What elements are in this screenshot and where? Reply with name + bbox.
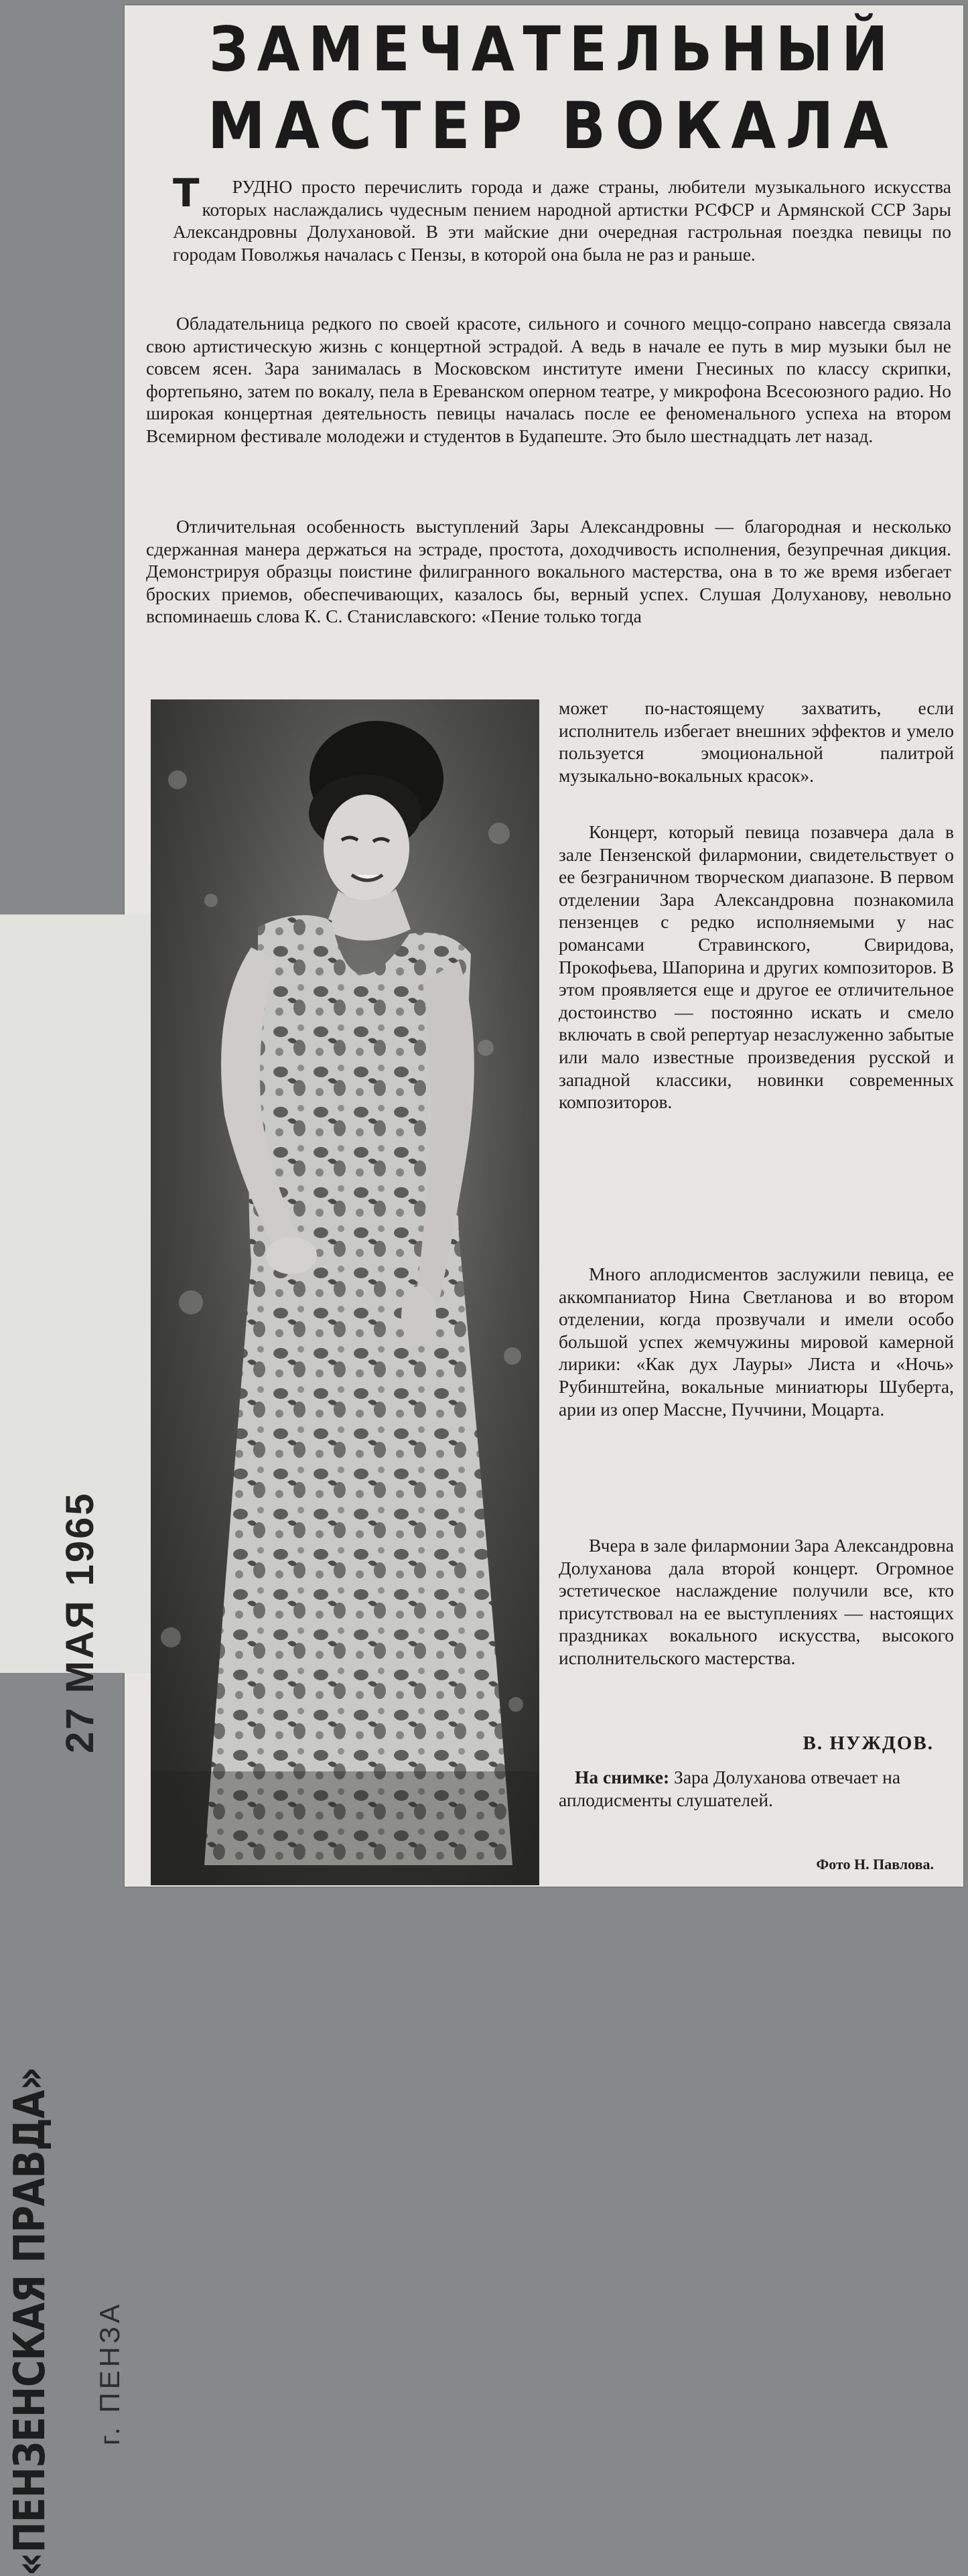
article-paragraph-3: Отличительная особенность выступлений Зары Александровны — благородная и несколько сдержанная манера держаться на эстраде, простота, доходчивость исполнения, безупречная дикция. Демонстрируя образцы поистине филигранного вокального мастерства, она в то же время избегает броских приемов, обеспечивающих, казалось бы, верный успех. Слушая Долуханову, невольно вспоминаешь слова К. С. Станиславского: «Пение только тогда [146,516,951,627]
drop-cap: Т [173,170,200,216]
article-paragraph-2: Обладательница редкого по своей красоте, сильного и сочного меццо-сопрано навсегда связала свою артистическую жизнь с концертной эстрадой. А ведь в начале ее путь в мир музыки был не совсем ясен. Зара занималась в Московском институте имени Гнесиных по классу скрипки, фортепьяно, затем по вокалу, пела в Ереванском оперном театре, у микрофона Всесоюзного радио. Но широкая концертная деятельность певицы началась после ее феноменального успеха на втором Всемирном фестивале молодежи и студентов в Будапеште. Это было шестнадцать лет назад. [146,313,951,446]
caption-label: На снимке: [575,1767,670,1787]
stamp-date: 27 МАЯ 1965 [58,1491,102,1753]
article-author: В. НУЖДОВ. [803,1733,934,1754]
article-paragraph-6: Вчера в зале филармонии Зара Александровна Долуханова дала второй концерт. Огромное эстетическое наслаждение получили все, кто присутствовал на ее выступлениях — настоящих праздниках вокального искусства, высокого исполнительского мастерства. [559,1535,954,1668]
photo-credit: Фото Н. Павлова. [816,1856,934,1873]
article-paragraph-5: Много аплодисментов заслужили певица, ее аккомпаниатор Нина Светланова и во втором отделении, когда прозвучали и имели особо большой успех жемчужины мировой камерной лирики: «Как дух Лауры» Листа и «Ночь» Рубинштейна, вокальные миниатюры Шуберта, арии из опер Массне, Пуччини, Моцарта. [559,1264,954,1420]
stamp-newspaper-name: «ПЕНЗЕНСКАЯ ПРАВДА» [5,2067,55,2576]
singer-photo-image [151,699,539,1885]
paragraph-1-text: РУДНО просто перечислить города и даже страны, любители музыкального искусства которых наслаждались чудесным пением народной артистки РСФСР и Армянской ССР Зары Александровны Долухановой. В эти майские дни очередная гастрольная поездка певицы по городам Поволжья началась с Пензы, в которой она была не раз и раньше. [173,176,951,265]
caption-text: Зара Долуханова отвечает на аплодисменты слушателей. [559,1767,901,1810]
photo-caption [559,1766,934,1811]
article-paragraph-1 [173,170,951,265]
stamp-city: г. ПЕНЗА [94,2301,125,2445]
headline-line-1: ЗАМЕЧАТЕЛЬНЫЙ [209,13,896,85]
archive-stamp [0,914,157,2576]
article-quote-continuation: может по-настоящему захватить, если исполнитель избегает внешних эффектов и умело пользуется эмоциональной палитрой музыкально-вокальных красок». [559,697,954,786]
singer-photo [151,699,539,1885]
article-paragraph-4: Концерт, который певица позавчера дала в зале Пензенской филармонии, свидетельствует о ее безграничном творческом диапазоне. В первом отделении Зара Александровна познакомила пензенцев с редко исполняемыми у нас романсами Стравинского, Свиридова, Прокофьева, Шапорина и других композиторов. В этом проявляется еще и другое ее отличительное достоинство — постоянно искать и смело включать в свой репертуар незаслуженно забытые или мало известные произведения русской и западной классики, новинки современных композиторов. [559,821,954,1113]
headline-line-2: МАСТЕР ВОКАЛА [207,88,898,163]
